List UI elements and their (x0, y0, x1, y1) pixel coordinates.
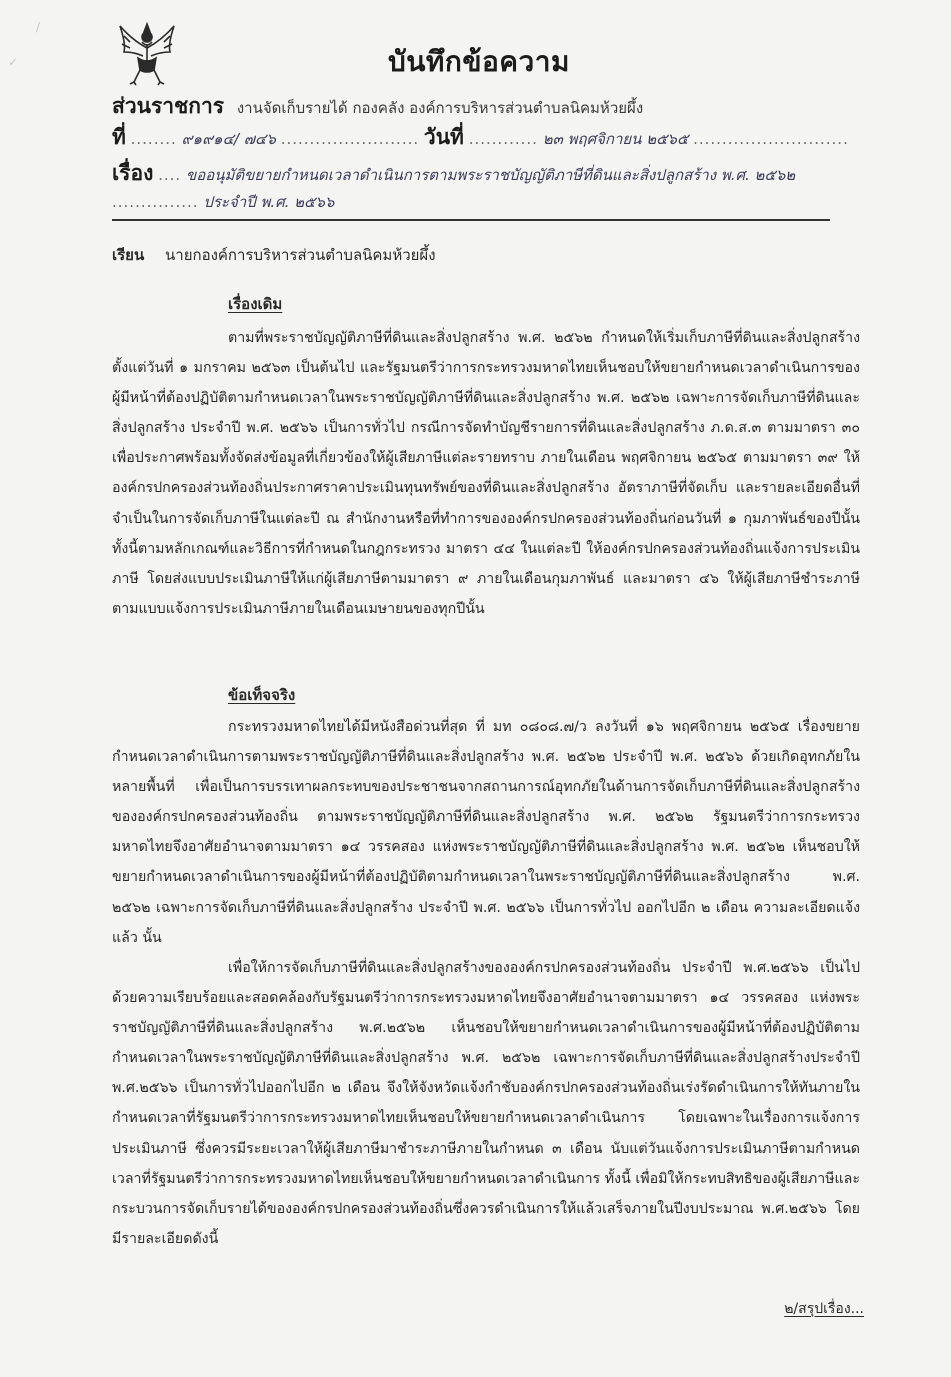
background-heading: เรื่องเดิม (228, 295, 283, 313)
agency-row (112, 90, 643, 123)
garuda-emblem-icon (116, 18, 178, 86)
header-divider (112, 219, 830, 221)
background-paragraph: ตามที่พระราชบัญญัติภาษีที่ดินและสิ่งปลูกสร้าง พ.ศ. ๒๕๖๒ กำหนดให้เริ่มเก็บภาษีที่ดินและสิ่งปลูกสร้าง ตั้งแต่วันที่ ๑ มกราคม ๒๕๖๓ เป็นต้นไป และรัฐมนตรีว่าการกระทรวงมหาดไทยเห็นชอบให้ขยายกำหนดเวลาดำเนินการของผู้มีหน้าที่ต้องปฏิบัติตามกำหนดเวลาในพระราชบัญญัติภาษีที่ดินและสิ่งปลูกสร้าง พ.ศ. ๒๕๖๒ เฉพาะการจัดเก็บภาษีที่ดินและสิ่งปลูกสร้าง ประจำปี พ.ศ. ๒๕๖๖ เป็นการทั่วไป กรณีการจัดทำบัญชีรายการที่ดินและสิ่งปลูกสร้าง ภ.ด.ส.๓ ตามมาตรา ๓๐ เพื่อประกาศพร้อมทั้งจัดส่งข้อมูลที่เกี่ยวข้องให้ผู้เสียภาษีแต่ละรายทราบ ภายในเดือน พฤศจิกายน ๒๕๖๕ ตามมาตรา ๓๙ ให้องค์กรปกครองส่วนท้องถิ่นประกาศราคาประเมินทุนทรัพย์ของที่ดินและสิ่งปลูกสร้าง อัตราภาษีที่จัดเก็บ และรายละเอียดอื่นที่จำเป็นในการจัดเก็บภาษีในแต่ละปี ณ สำนักงานหรือที่ทำการขององค์กรปกครองส่วนท้องถิ่นก่อนวันที่ ๑ กุมภาพันธ์ของปีนั้น ทั้งนี้ตามหลักเกณฑ์และวิธีการที่กำหนดในกฎกระทรวง มาตรา ๔๔ ในแต่ละปี ให้องค์กรปกครองส่วนท้องถิ่นแจ้งการประเมินภาษี โดยส่งแบบประเมินภาษีให้แก่ผู้เสียภาษีตามมาตรา ๙ ภายในเดือนกุมภาพันธ์ และมาตรา ๔๖ ให้ผู้เสียภาษีชำระภาษีตามแบบแจ้งการประเมินภาษีภายในเดือนเมษายนของทุกปีนั้น (112, 330, 860, 617)
subject-row: เรื่อง .... ขออนุมัติขยายกำหนดเวลาดำเนินการตามพระราชบัญญัติภาษีที่ดินและสิ่งปลูกสร้าง พ.ศ. ๒๕๖๒ (112, 161, 796, 185)
subject-label: เรื่อง (112, 161, 154, 185)
reference-label: ที่ (112, 125, 126, 149)
salutation (112, 243, 436, 267)
scan-mark-icon: ✓ (8, 55, 19, 69)
agency-label: ส่วนราชการ (112, 94, 225, 118)
facts-heading: ข้อเท็จจริง (228, 686, 296, 704)
facts-paragraph: กระทรวงมหาดไทยได้มีหนังสือด่วนที่สุด ที่ มท ๐๘๐๘.๗/ว ลงวันที่ ๑๖ พฤศจิกายน ๒๕๖๕ เรื่องขยายกำหนดเวลาดำเนินการตามพระราชบัญญัติภาษีที่ดินและสิ่งปลูกสร้าง พ.ศ. ๒๕๖๒ ประจำปี พ.ศ. ๒๕๖๖ ด้วยเกิดอุทกภัยในหลายพื้นที่ เพื่อเป็นการบรรเทาผลกระทบของประชาชนจากสถานการณ์อุทกภัยในด้านการจัดเก็บภาษีที่ดินและสิ่งปลูกสร้างขององค์กรปกครองส่วนท้องถิ่น ตามพระราชบัญญัติภาษีที่ดินและสิ่งปลูกสร้าง พ.ศ. ๒๕๖๒ รัฐมนตรีว่าการกระทรวงมหาดไทยจึงอาศัยอำนาจตามมาตรา ๑๔ วรรคสอง แห่งพระราชบัญญัติภาษีที่ดินและสิ่งปลูกสร้าง พ.ศ. ๒๕๖๒ เห็นชอบให้ขยายกำหนดเวลาดำเนินการของผู้มีหน้าที่ต้องปฏิบัติตามกำหนดเวลาในพระราชบัญญัติภาษีที่ดินและสิ่งปลูกสร้าง พ.ศ. ๒๕๖๒ เฉพาะการจัดเก็บภาษีที่ดินและสิ่งปลูกสร้าง ประจำปี พ.ศ. ๒๕๖๖ เป็นการทั่วไป ออกไปอีก ๒ เดือน ความละเอียดแจ้งแล้ว นั้น (112, 719, 860, 946)
reference-row: ที่ ........ ๙๑๙๑๔/ ๗๔๖ ........................ วันที่ ............ ๒๓ พฤศจิกายน ๒๕๖๕ ........................... (112, 125, 849, 149)
salutation-label: เรียน (112, 246, 145, 264)
subject-row-2: ............... ประจำปี พ.ศ. ๒๕๖๖ (112, 193, 335, 211)
subject-line-1: ขออนุมัติขยายกำหนดเวลาดำเนินการตามพระราชบัญญัติภาษีที่ดินและสิ่งปลูกสร้าง พ.ศ. ๒๕๖๒ (185, 166, 796, 184)
reference-number: ๙๑๙๑๔/ ๗๔๖ (181, 130, 276, 148)
memo-title: บันทึกข้อความ (388, 45, 570, 78)
date-value: ๒๓ พฤศจิกายน ๒๕๖๕ (542, 130, 689, 148)
agency-value: งานจัดเก็บรายได้ กองคลัง องค์การบริหารส่วนตำบลนิคมห้วยผึ้ง (236, 99, 644, 117)
purpose-paragraph: เพื่อให้การจัดเก็บภาษีที่ดินและสิ่งปลูกสร้างขององค์กรปกครองส่วนท้องถิ่น ประจำปี พ.ศ.๒๕๖๖ เป็นไปด้วยความเรียบร้อยและสอดคล้องกับรัฐมนตรีว่าการกระทรวงมหาดไทยจึงอาศัยอำนาจตามมาตรา ๑๔ วรรคสอง แห่งพระราชบัญญัติภาษีที่ดินและสิ่งปลูกสร้าง พ.ศ.๒๕๖๒ เห็นชอบให้ขยายกำหนดเวลาดำเนินการของผู้มีหน้าที่ต้องปฏิบัติตามกำหนดเวลาในพระราชบัญญัติภาษีที่ดินและสิ่งปลูกสร้าง พ.ศ. ๒๕๖๒ เฉพาะการจัดเก็บภาษีที่ดินและสิ่งปลูกสร้างประจำปี พ.ศ.๒๕๖๖ เป็นการทั่วไปออกไปอีก ๒ เดือน จึงให้จังหวัดแจ้งกำชับองค์กรปกครองส่วนท้องถิ่นเร่งรัดดำเนินการให้ทันภายในกำหนดเวลาที่รัฐมนตรีว่าการกระทรวงมหาดไทยเห็นชอบให้ขยายกำหนดเวลาดำเนินการ โดยเฉพาะในเรื่องการแจ้งการประเมินภาษี ซึ่งควรมีระยะเวลาให้ผู้เสียภาษีมาชำระภาษีภายในกำหนด ๓ เดือน นับแต่วันแจ้งการประเมินภาษีตามกำหนดเวลาที่รัฐมนตรีว่าการกระทรวงมหาดไทยเห็นชอบให้ขยายกำหนดเวลาดำเนินการ ทั้งนี้ เพื่อมิให้กระทบสิทธิของผู้เสียภาษีและกระบวนการจัดเก็บรายได้ขององค์กรปกครองส่วนท้องถิ่นซึ่งควรดำเนินการให้แล้วเสร็จภายในปีงบประมาณ พ.ศ.๒๕๖๖ โดยมีรายละเอียดดังนี้ (112, 960, 860, 1247)
scan-mark-icon: / (36, 20, 41, 34)
salutation-value: นายกองค์การบริหารส่วนตำบลนิคมห้วยผึ้ง (165, 246, 436, 264)
date-label: วันที่ (423, 125, 464, 149)
subject-line-2: ประจำปี พ.ศ. ๒๕๖๖ (203, 193, 335, 211)
continuation-note: ๒/สรุปเรื่อง... (784, 1301, 864, 1317)
